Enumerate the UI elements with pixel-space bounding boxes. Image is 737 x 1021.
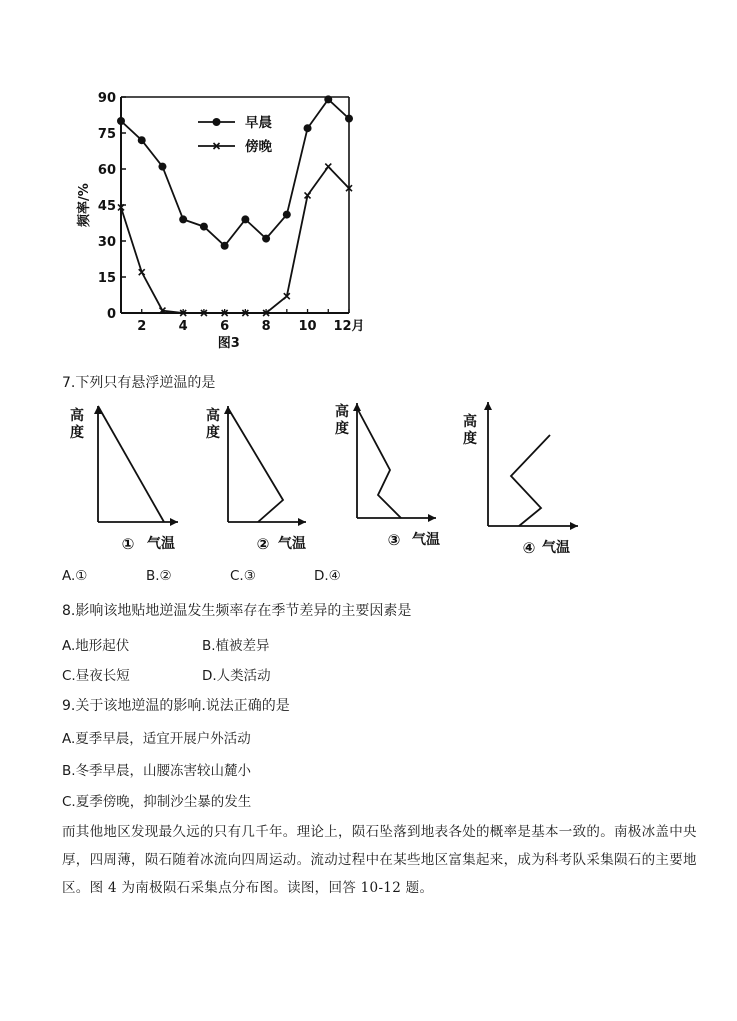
morning-point: [304, 124, 312, 132]
q8-option-a[interactable]: A.地形起伏: [62, 638, 130, 654]
height-label: 高: [335, 404, 349, 420]
q9-option-a[interactable]: A.夏季早晨，适宜开展户外活动: [62, 731, 251, 747]
diagram-number: ①: [121, 535, 135, 553]
temperature-profile: [98, 406, 164, 522]
x-tick-label: 2: [137, 319, 147, 334]
height-label: 度: [463, 431, 477, 447]
q7-diagram-2: [206, 406, 306, 553]
diagram-number: ④: [522, 539, 536, 557]
height-label: 度: [206, 425, 220, 441]
morning-point: [200, 223, 208, 231]
morning-point: [324, 95, 332, 103]
q9-option-b[interactable]: B.冬季早晨，山腰冻害较山麓小: [62, 763, 252, 779]
x-tick-label: 6: [220, 319, 230, 334]
morning-point: [138, 136, 146, 144]
y-tick-label: 90: [97, 91, 116, 106]
figure-caption: 图3: [217, 336, 240, 351]
y-tick-label: 30: [97, 235, 116, 250]
temperature-label: 气温: [278, 536, 306, 552]
height-label: 高: [206, 408, 220, 424]
q7-diagram-1: [70, 406, 178, 553]
temperature-label: 气温: [412, 532, 440, 548]
question-7-stem: 7.下列只有悬浮逆温的是: [62, 375, 216, 391]
temperature-label: 气温: [542, 540, 570, 556]
morning-point: [117, 117, 125, 125]
temperature-label: 气温: [147, 536, 175, 552]
q7-option-a[interactable]: A.①: [62, 568, 88, 584]
morning-point: [345, 115, 353, 123]
legend-marker: [213, 118, 221, 126]
arrow-right-icon: [170, 518, 178, 526]
arrow-right-icon: [570, 522, 578, 530]
temperature-profile: [228, 408, 283, 522]
morning-point: [221, 242, 229, 250]
temperature-profile: [357, 408, 401, 518]
temperature-profile: [511, 435, 550, 526]
y-tick-label: 60: [97, 163, 116, 178]
arrow-right-icon: [428, 514, 436, 522]
q7-diagrams: [70, 398, 590, 558]
q7-option-c[interactable]: C.③: [230, 568, 256, 584]
question-9-stem: 9.关于该地逆温的影响.说法正确的是: [62, 698, 290, 714]
q9-option-c[interactable]: C.夏季傍晚，抑制沙尘暴的发生: [62, 794, 252, 810]
morning-point: [158, 163, 166, 171]
morning-point: [283, 211, 291, 219]
diagram-number: ②: [256, 535, 270, 553]
arrow-right-icon: [298, 518, 306, 526]
q7-diagram-4: [463, 402, 578, 557]
q8-option-d[interactable]: D.人类活动: [202, 668, 271, 684]
q7-option-b[interactable]: B.②: [146, 568, 172, 584]
height-label: 高: [70, 408, 84, 424]
x-tick-label: 12月: [333, 319, 365, 334]
x-tick-label: 8: [261, 319, 271, 334]
series-line-2: [121, 167, 349, 313]
question-8-stem: 8.影响该地贴地逆温发生频率存在季节差异的主要因素是: [62, 603, 412, 619]
x-tick-label: 10: [298, 319, 317, 334]
y-tick-label: 45: [97, 199, 116, 214]
legend-label: 傍晚: [245, 139, 272, 155]
evening-point: [325, 164, 331, 170]
y-tick-label: 0: [106, 307, 116, 322]
height-label: 高: [463, 414, 477, 430]
morning-point: [241, 215, 249, 223]
q7-diagram-3: [335, 403, 440, 549]
height-label: 度: [335, 421, 349, 437]
height-label: 度: [70, 425, 84, 441]
q7-option-d[interactable]: D.④: [314, 568, 341, 584]
morning-point: [179, 215, 187, 223]
y-axis-label: 频率/%: [77, 183, 92, 227]
legend-label: 早晨: [245, 115, 272, 131]
arrow-up-icon: [484, 402, 492, 410]
y-tick-label: 15: [97, 271, 116, 286]
reading-passage: 而其他地区发现最久远的只有几千年。理论上，陨石坠落到地表各处的概率是基本一致的。南极冰盖中央厚，四周薄，陨石随着冰流向四周运动。流动过程中在某些地区富集起来，成为科考队采集陨石的主要地区。图 4 为南极陨石采集点分布图。读图，回答 10-12 题。: [62, 824, 697, 896]
morning-point: [262, 235, 270, 243]
frequency-chart: [70, 80, 370, 360]
q8-option-c[interactable]: C.昼夜长短: [62, 668, 130, 684]
y-tick-label: 75: [97, 127, 116, 142]
diagram-number: ③: [387, 531, 401, 549]
q8-option-b[interactable]: B.植被差异: [202, 638, 270, 654]
x-tick-label: 4: [178, 319, 188, 334]
